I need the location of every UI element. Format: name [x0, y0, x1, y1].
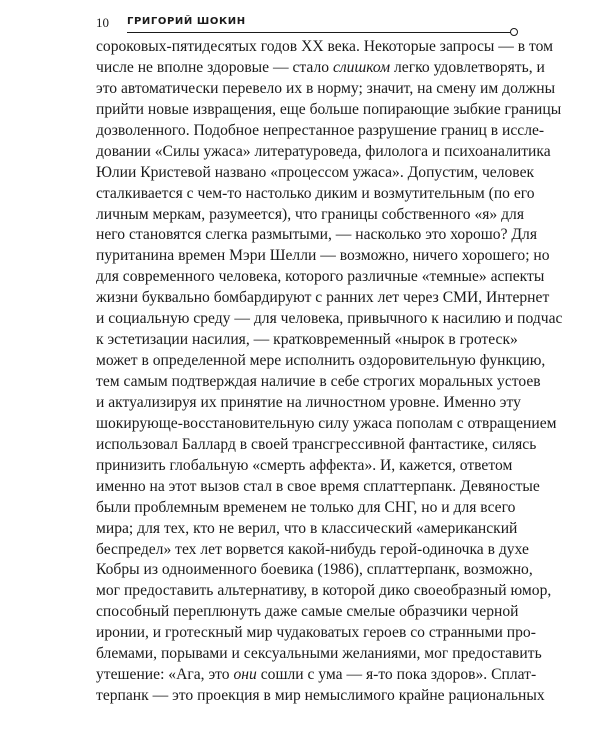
- text-segment: принизить глобальную «смерть аффекта». И, кажется, ответом: [96, 456, 513, 474]
- text-segment: мира; для тех, кто не верил, что в классический «американский: [96, 519, 518, 537]
- text-segment: может в определенной мере исполнить оздоровительную функцию,: [96, 352, 546, 370]
- text-segment: прийти новые извращения, еще больше попирающие зыбкие границы: [96, 100, 562, 118]
- text-line: [96, 225, 538, 246]
- text-line: [96, 267, 545, 288]
- text-line: [96, 121, 545, 142]
- text-segment: иронии, и гротескный мир чудаковатых героев со странными про-: [96, 624, 536, 642]
- text-segment: использовал Баллард в своей трансгрессивной фантастике, силясь: [96, 435, 537, 453]
- text-line: [96, 435, 537, 456]
- text-line: [96, 163, 535, 184]
- text-line: [96, 456, 513, 477]
- text-segment: тем самым подтверждая наличие в себе строгих моральных устоев: [96, 373, 541, 390]
- text-segment: легко удовлетворять, и: [390, 58, 545, 76]
- text-line: [96, 372, 541, 393]
- text-segment: терпанк — это проекция в мир немыслимого крайне рациональных: [96, 687, 545, 705]
- text-line: [96, 519, 518, 540]
- text-segment: к эстетизации насилия, — кратковременный «нырок в гротеск»: [96, 331, 518, 349]
- text-segment: довании «Силы ужаса» литературоведа, филолога и психоаналитика: [96, 142, 551, 160]
- header-rule-dot-icon: [510, 28, 518, 36]
- text-segment: утешение: «Ага, это: [96, 666, 234, 684]
- text-line: [96, 330, 518, 351]
- text-segment: это автоматически перевело их в норму; значит, на смену им должны: [96, 79, 556, 97]
- text-segment: Кобры из одноименного боевика (1986), сплаттерпанк, возможно,: [96, 561, 533, 579]
- running-header: [96, 13, 521, 37]
- text-segment: и социальную среду — для человека, привычного к насилию и подчас: [96, 310, 563, 328]
- text-line: [96, 288, 550, 309]
- text-line: [96, 351, 546, 372]
- text-line: [96, 602, 519, 623]
- text-line: [96, 644, 542, 665]
- running-title: ГРИГОРИЙ ШОКИН: [127, 16, 246, 27]
- text-line: [96, 477, 540, 498]
- text-segment: мог предоставить альтернативу, в которой дико своеобразный юмор,: [96, 582, 552, 600]
- text-segment: жизни буквально бомбардируют с ранних лет через СМИ, Интернет: [96, 289, 550, 307]
- page-number: 10: [96, 15, 109, 30]
- text-segment: пуританина времен Мэри Шелли — возможно, ничего хорошего; но: [96, 247, 550, 265]
- text-line: [96, 623, 536, 644]
- text-segment: блемами, порывами и сексуальными желаниями, мог предоставить: [96, 645, 542, 663]
- text-line: [96, 581, 552, 602]
- text-line: [96, 540, 529, 561]
- text-line: [96, 246, 550, 267]
- text-line: [96, 393, 521, 414]
- text-line: [96, 309, 563, 330]
- text-line: [96, 58, 545, 79]
- text-segment: Юлии Кристевой названо «процессом ужаса». Допустим, человек: [96, 163, 535, 181]
- text-segment: способный переплюнуть даже самые смелые образчики черной: [96, 603, 519, 621]
- text-segment: шокирующе-восстановительную силу ужаса пополам с отвращением: [96, 414, 557, 432]
- emphasis-word: слишком: [332, 58, 391, 76]
- text-line: [96, 184, 535, 205]
- text-line: [96, 142, 551, 163]
- text-line: [96, 560, 533, 581]
- text-line: [96, 686, 545, 707]
- text-segment: сталкивается с чем-то настолько диким и возмутительным (по его: [96, 184, 535, 202]
- emphasis-word: они: [233, 666, 257, 684]
- text-line: [96, 205, 525, 226]
- text-segment: сошли с ума — я-то пока здоров». Сплат-: [256, 666, 537, 684]
- header-rule: [127, 32, 511, 33]
- text-segment: дозволенного. Подобное непрестанное разрушение границ в иссле-: [96, 121, 545, 139]
- text-segment: именно на этот вызов стал в свое время сплаттерпанк. Девяностые: [96, 477, 540, 495]
- text-segment: беспредел» тех лет ворвется какой-нибудь герой-одиночка в духе: [96, 540, 529, 558]
- text-segment: него становятся слегка размытыми, — насколько это хорошо? Для: [96, 226, 538, 244]
- text-line: [96, 100, 562, 121]
- text-line: [96, 498, 516, 519]
- text-segment: числе не вполне здоровые — стало: [96, 58, 333, 76]
- text-segment: сороковых-пятидесятых годов XX века. Некоторые запросы — в том: [96, 38, 554, 55]
- text-line: [96, 665, 537, 686]
- text-segment: были проблемным временем не только для СНГ, но и для всего: [96, 498, 516, 516]
- text-line: [96, 79, 556, 100]
- text-line: [96, 37, 554, 58]
- body-text: [96, 37, 563, 707]
- text-segment: и актуализируя их принятие на личностном уровне. Именно эту: [96, 393, 521, 411]
- text-line: [96, 414, 557, 435]
- text-segment: личным меркам, разумеется), что границы собственного «я» для: [96, 205, 525, 223]
- text-segment: для современного человека, которого различные «темные» аспекты: [96, 268, 545, 286]
